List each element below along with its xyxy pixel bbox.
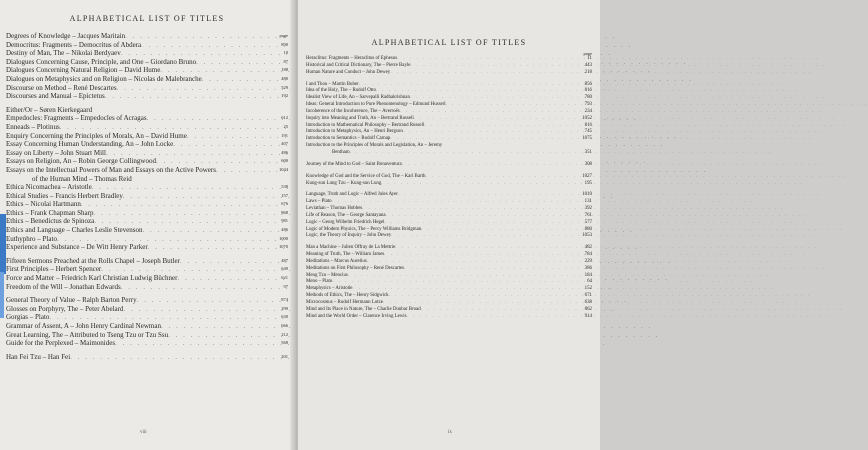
leader-dots xyxy=(121,283,274,292)
leader-dots xyxy=(216,166,274,175)
title-entry xyxy=(306,109,592,116)
leader-dots xyxy=(173,140,274,149)
title-entry xyxy=(306,63,592,70)
title-entry xyxy=(306,307,592,314)
left-page-heading: ALPHABETICAL LIST OF TITLES xyxy=(69,14,225,23)
left-page-number: viii xyxy=(140,430,147,435)
title-entry xyxy=(6,226,288,235)
title-entry xyxy=(306,192,592,199)
entry-page: 649 xyxy=(281,266,288,272)
leader-dots xyxy=(81,200,274,209)
leader-dots xyxy=(424,123,578,130)
title-entry xyxy=(6,132,288,141)
title-entry xyxy=(6,305,288,314)
title-entry xyxy=(306,88,592,95)
entry-title: Leviathan – Thomas Hobbes xyxy=(306,206,363,212)
entry-page: 229 xyxy=(584,258,592,264)
entry-title: Idealist View of Life, An – Sarvepalli Radhakrishnan xyxy=(306,95,410,101)
entry-page: 131 xyxy=(584,199,592,205)
title-entry xyxy=(306,199,592,206)
title-entry xyxy=(6,175,288,184)
entry-title: Democritus: Fragments – Democritus of Abdera xyxy=(6,40,142,49)
entry-page: 212 xyxy=(281,331,288,337)
entry-title: Heraclitus: Fragments – Heraclitus of Ephesus xyxy=(306,56,398,61)
entry-title: Logic – Georg Wilhelm Friedrich Hegel xyxy=(306,219,385,225)
leader-dots xyxy=(398,192,578,199)
entry-title: Ethics and Language – Charles Leslie Stevenson xyxy=(6,226,143,235)
entry-title: Introduction to Mathematical Philosophy – Bertrand Russell xyxy=(306,122,425,128)
leader-dots xyxy=(421,307,578,314)
entry-title: Either/Or – Søren Kierkegaard xyxy=(6,105,93,114)
title-entry xyxy=(306,143,592,150)
leader-dots xyxy=(402,162,578,169)
title-entry xyxy=(6,192,288,201)
title-entry xyxy=(6,149,288,158)
leader-dots xyxy=(123,305,274,314)
entry-page: 638 xyxy=(584,300,592,305)
entry-page: 868 xyxy=(281,209,288,215)
leader-dots xyxy=(106,149,274,158)
entry-title: Dialogues Concerning Natural Religion – David Hume xyxy=(6,66,161,75)
right-page xyxy=(298,0,600,450)
title-entry xyxy=(306,213,592,220)
leader-dots xyxy=(49,313,274,322)
entry-page: 386 xyxy=(584,265,592,271)
title-entry xyxy=(6,265,288,274)
entry-page: 745 xyxy=(584,129,592,135)
entry-title: Meaning of Truth, The – William James xyxy=(306,252,385,258)
entry-page: 1052 xyxy=(582,115,592,121)
leader-dots xyxy=(397,56,578,63)
entry-title: Empedocles: Fragments – Empedocles of Acragas xyxy=(6,114,147,123)
entry-page: 862 xyxy=(584,306,592,312)
leader-dots xyxy=(410,95,578,102)
entry-page: 97 xyxy=(283,283,288,289)
entry-page: 816 xyxy=(584,122,592,128)
entry-page: 234 xyxy=(584,108,592,114)
entry-page: 914 xyxy=(584,313,592,319)
entry-page: 157 xyxy=(281,192,288,198)
entry-title: Grammar of Assent, A – John Henry Cardinal Newman xyxy=(6,322,161,330)
entry-title: Introduction to Metaphysics, An – Henri Bergson xyxy=(306,129,403,135)
title-entry xyxy=(306,162,592,169)
right-title-list xyxy=(306,56,592,321)
leader-dots xyxy=(92,183,274,192)
leader-dots xyxy=(425,174,578,181)
entry-page: 577 xyxy=(584,219,592,225)
title-entry xyxy=(6,114,288,123)
entry-page: 480 xyxy=(281,75,288,81)
entry-title: Ethics – Nicolai Hartmann xyxy=(6,200,81,209)
leader-dots xyxy=(57,235,274,244)
entry-page: 612 xyxy=(281,115,288,121)
title-entry xyxy=(6,58,288,67)
entry-title: Meditations on First Philosophy – René Descartes xyxy=(306,265,405,271)
leader-dots xyxy=(187,132,274,141)
title-entry xyxy=(6,322,288,331)
leader-dots xyxy=(385,220,578,227)
entry-title: Force and Matter – Friedrich Karl Christian Ludwig Büchner xyxy=(6,274,178,283)
title-entry xyxy=(306,314,592,321)
entry-title: Glosses on Porphyry, The – Peter Abelard xyxy=(6,304,124,313)
entry-page: 1027 xyxy=(582,173,592,179)
leader-dots xyxy=(403,129,578,136)
leader-dots xyxy=(362,206,578,213)
entry-title: of the Human Mind – Thomas Reid xyxy=(32,174,132,183)
right-page-number: ix xyxy=(448,430,452,435)
title-entry xyxy=(306,82,592,89)
entry-page: 407 xyxy=(281,141,288,147)
title-entry xyxy=(306,266,592,273)
entry-title: Bentham xyxy=(332,149,350,155)
leader-dots xyxy=(395,245,578,252)
leader-dots xyxy=(404,266,578,273)
title-entry xyxy=(6,257,288,266)
title-entry xyxy=(6,92,288,101)
leader-dots xyxy=(381,181,578,188)
leader-dots xyxy=(386,213,578,220)
leader-dots xyxy=(352,286,578,293)
entry-page: 351 xyxy=(584,149,592,155)
entry-page: 666 xyxy=(281,323,288,328)
entry-page: 392 xyxy=(584,206,592,212)
entry-title: Han Fei Tzu – Han Fei xyxy=(6,352,71,361)
entry-title: Inquiry into Meaning and Truth, An – Bertrand Russell xyxy=(306,115,414,121)
entry-title: Dialogues on Metaphysics and on Religion – Nicolas de Malebranche xyxy=(6,74,202,83)
entry-page: 761 xyxy=(584,212,592,218)
leader-dots xyxy=(421,227,578,234)
title-entry xyxy=(306,56,592,63)
entry-title: Experience and Substance – De Witt Henry Parker xyxy=(6,243,148,252)
entry-title: Essays on the Intellectual Powers of Man and Essays on the Active Powers xyxy=(6,165,216,174)
entry-page: 487 xyxy=(281,257,288,263)
leader-dots xyxy=(384,252,578,259)
title-entry xyxy=(306,233,592,240)
entry-title: Ideas: General Introduction to Pure Phenomenology – Edmund Husserl xyxy=(306,102,446,108)
entry-page: 676 xyxy=(281,201,288,207)
entry-title: Historical and Critical Dictionary, The – Pierre Bayle xyxy=(306,62,411,68)
entry-page: 152 xyxy=(584,286,592,292)
entry-title: Essays on Religion, An – Robin George Collingwood xyxy=(6,157,156,166)
blue-page-tab-shadow xyxy=(0,272,4,318)
entry-page: 1010 xyxy=(582,192,592,198)
entry-page: 192 xyxy=(281,93,288,99)
leader-dots xyxy=(389,293,578,300)
title-entry xyxy=(306,70,592,77)
entry-title: Introduction to Semantics – Rudolf Carnap xyxy=(306,136,391,142)
entry-title: Ethics – Frank Chapman Sharp xyxy=(6,208,94,217)
leader-dots xyxy=(196,58,274,67)
right-page-heading: ALPHABETICAL LIST OF TITLES xyxy=(371,38,527,47)
entry-page: 890 xyxy=(281,41,288,47)
title-entry xyxy=(306,220,592,227)
title-entry xyxy=(306,95,592,102)
entry-title: Guide for the Perplexed – Maimonides xyxy=(6,339,116,348)
leader-dots xyxy=(60,123,274,132)
entry-page: 1075 xyxy=(582,136,592,142)
title-entry xyxy=(6,331,288,340)
entry-title: Metaphysics – Aristotle xyxy=(306,286,353,292)
leader-dots xyxy=(123,192,274,201)
entry-title: Great Learning, The – Attributed to Tseng Tzu or Tzu Ssu xyxy=(6,330,169,339)
entry-page: 195 xyxy=(584,180,592,186)
entry-title: Meng Tzu – Mencius xyxy=(306,272,348,278)
entry-page: 856 xyxy=(584,81,592,87)
entry-title: Laws – Plato xyxy=(306,199,332,205)
entry-title: Fifteen Sermons Preached at the Rolls Chapel – Joseph Butler xyxy=(6,256,180,265)
leader-dots xyxy=(400,109,578,116)
entry-title: Man a Machine – Julien Offray de La Mettrie xyxy=(306,245,396,251)
leader-dots xyxy=(410,63,578,70)
entry-page: 191 xyxy=(281,132,288,138)
entry-title: Freedom of the Will – Jonathan Edwards xyxy=(6,282,121,291)
entry-title: Human Nature and Conduct – John Dewey xyxy=(306,69,391,75)
entry-page: 630 xyxy=(281,314,288,320)
title-entry xyxy=(6,200,288,209)
entry-page: 816 xyxy=(584,88,592,94)
leader-dots xyxy=(359,82,578,89)
title-entry xyxy=(306,279,592,286)
leader-dots xyxy=(160,66,274,75)
leader-dots xyxy=(350,150,578,157)
leader-dots xyxy=(446,102,578,109)
title-entry xyxy=(6,166,288,175)
entry-page: 443 xyxy=(584,62,592,68)
title-entry xyxy=(306,150,592,157)
title-entry xyxy=(306,273,592,280)
leader-dots xyxy=(391,233,578,240)
title-entry xyxy=(306,259,592,266)
leader-dots xyxy=(407,314,578,321)
entry-title: Degrees of Knowledge – Jacques Maritain xyxy=(6,32,126,40)
entry-page: 568 xyxy=(281,340,288,346)
entry-page: 482 xyxy=(584,245,592,251)
left-page xyxy=(0,0,296,450)
entry-page: 600 xyxy=(281,158,288,164)
entry-title: Meditations – Marcus Aurelius xyxy=(306,258,367,264)
entry-title: Mind and Its Place in Nature, The – Charlie Dunbar Broad xyxy=(306,306,421,312)
entry-title: Meno – Plato xyxy=(306,279,333,285)
leader-dots xyxy=(332,279,578,286)
entry-page: 201 xyxy=(281,353,288,359)
title-entry xyxy=(306,181,592,188)
leader-dots xyxy=(202,75,274,84)
entry-title: Introduction to the Principles of Morals and Legislation, An – Jeremy xyxy=(306,143,443,149)
entry-title: I and Thou – Martin Buber xyxy=(306,81,359,87)
leader-dots xyxy=(177,274,274,283)
title-entry xyxy=(306,286,592,293)
entry-page: 1070 xyxy=(279,244,288,250)
entry-page: 184 xyxy=(584,272,592,278)
title-entry xyxy=(6,140,288,149)
title-entry xyxy=(6,32,288,41)
entry-page: 529 xyxy=(281,84,288,90)
entry-page: 25 xyxy=(283,123,288,129)
leader-dots xyxy=(390,70,578,77)
entry-page: 486 xyxy=(281,149,288,155)
title-entry xyxy=(306,300,592,307)
entry-title: Discourse on Method – René Descartes xyxy=(6,83,117,92)
leader-dots xyxy=(390,136,578,143)
title-entry xyxy=(306,136,592,143)
entry-title: General Theory of Value – Ralph Barton Perry xyxy=(6,296,137,305)
entry-title: Incoherence of the Incoherence, The – Averroës xyxy=(306,108,400,114)
title-entry xyxy=(6,296,288,305)
entry-title: Mind and the World Order – Clarence Irving Lewis xyxy=(306,313,407,319)
leader-dots xyxy=(376,88,578,95)
title-entry xyxy=(306,116,592,123)
title-entry xyxy=(306,102,592,109)
entry-page: 538 xyxy=(281,184,288,190)
entry-page: 188 xyxy=(281,67,288,73)
entry-page: 793 xyxy=(584,102,592,108)
leader-dots xyxy=(168,331,274,340)
title-entry xyxy=(306,206,592,213)
leader-dots xyxy=(414,116,578,123)
leader-dots xyxy=(332,199,578,206)
entry-title: Language, Truth and Logic – Alfred Jules Ayer xyxy=(306,192,398,198)
entry-title: Kung-sun Lung Tzu – Kung-sun Lung xyxy=(306,180,382,186)
title-entry xyxy=(6,75,288,84)
title-entry xyxy=(306,245,592,252)
entry-page: 880 xyxy=(584,226,592,232)
title-entry xyxy=(6,49,288,58)
title-entry xyxy=(6,183,288,192)
title-entry xyxy=(6,209,288,218)
entry-page: 10 xyxy=(283,50,288,56)
leader-dots xyxy=(141,41,274,50)
title-entry xyxy=(6,217,288,226)
entry-title: Ethica Nicomachea – Aristotle xyxy=(6,183,92,192)
entry-page: 11 xyxy=(587,56,592,61)
title-entry xyxy=(306,174,592,181)
entry-title: First Principles – Herbert Spencer xyxy=(6,265,102,274)
entry-page: 87 xyxy=(283,58,288,64)
title-entry xyxy=(6,106,288,115)
entry-title: Journey of the Mind to God – Saint Bonaventura xyxy=(306,161,402,167)
blue-page-tab xyxy=(0,214,6,274)
entry-page: 784 xyxy=(584,252,592,258)
entry-page: 621 xyxy=(281,275,288,281)
entry-title: Essay Concerning Human Understanding, An – John Locke xyxy=(6,140,174,149)
entry-page: 874 xyxy=(281,297,288,303)
leader-dots xyxy=(137,296,274,305)
leader-dots xyxy=(115,339,274,348)
leader-dots xyxy=(156,157,274,166)
entry-title: Idea of the Holy, The – Rudolf Otto xyxy=(306,88,376,94)
leader-dots xyxy=(161,322,274,331)
entry-page: 1044 xyxy=(279,166,288,172)
leader-dots xyxy=(348,273,578,280)
entry-title: Knowledge of God and the Service of God, The – Karl Barth xyxy=(306,173,426,179)
entry-page: 218 xyxy=(584,69,592,75)
entry-page: 780 xyxy=(584,95,592,101)
title-entry xyxy=(6,274,288,283)
title-entry xyxy=(6,243,288,252)
entry-page: 64 xyxy=(587,279,592,285)
title-entry xyxy=(306,293,592,300)
page-column-label: page xyxy=(583,51,592,56)
leader-dots xyxy=(125,32,274,41)
entry-title: Logic, the Theory of Inquiry – John Dewey xyxy=(306,233,392,239)
title-entry xyxy=(306,129,592,136)
leader-dots xyxy=(148,243,274,252)
title-entry xyxy=(6,235,288,244)
leader-dots xyxy=(70,353,274,362)
entry-title: Dialogues Concerning Cause, Principle, and One – Giordano Bruno xyxy=(6,57,197,66)
entry-title: Discourses and Manual – Epictetus xyxy=(6,92,105,101)
title-entry xyxy=(306,227,592,234)
entry-page: 981 xyxy=(281,218,288,224)
leader-dots xyxy=(101,265,274,274)
entry-title: Ethics – Benedictus de Spinoza xyxy=(6,217,95,226)
leader-dots xyxy=(383,300,578,307)
entry-page: 1053 xyxy=(582,233,592,239)
title-entry xyxy=(306,252,592,259)
entry-page: 671 xyxy=(584,293,592,299)
leader-dots xyxy=(142,226,274,235)
title-entry xyxy=(6,313,288,322)
entry-page: 1000 xyxy=(279,235,288,241)
entry-title: Destiny of Man, The – Nikolai Berdyaev xyxy=(6,49,121,58)
entry-page: page xyxy=(279,33,288,38)
left-title-list xyxy=(6,32,288,361)
entry-page: 486 xyxy=(281,227,288,233)
title-entry xyxy=(6,84,288,93)
entry-title: Gorgias – Plato xyxy=(6,313,50,322)
entry-title: Life of Reason, The – George Santayana xyxy=(306,212,386,218)
leader-dots xyxy=(147,114,274,123)
title-entry xyxy=(6,157,288,166)
title-entry xyxy=(6,41,288,50)
title-entry xyxy=(6,339,288,348)
leader-dots xyxy=(367,259,578,266)
entry-title: Enquiry Concerning the Principles of Morals, An – David Hume xyxy=(6,131,187,140)
entry-page: 308 xyxy=(584,161,592,167)
entry-title: Ethical Studies – Francis Herbert Bradley xyxy=(6,191,123,200)
title-entry xyxy=(306,123,592,130)
title-entry xyxy=(6,283,288,292)
leader-dots xyxy=(180,257,274,266)
leader-dots xyxy=(94,209,275,218)
entry-title: Essay on Liberty – John Stuart Mill xyxy=(6,148,106,157)
entry-page: 299 xyxy=(281,305,288,311)
leader-dots xyxy=(121,49,274,58)
leader-dots xyxy=(94,217,274,226)
leader-dots xyxy=(105,92,274,101)
title-entry xyxy=(6,123,288,132)
entry-title: Euthyphro – Plato xyxy=(6,234,57,243)
entry-title: Microcosmus – Rudolf Hermann Lotze xyxy=(306,300,383,305)
title-entry xyxy=(6,66,288,75)
entry-title: Methods of Ethics, The – Henry Sidgwick xyxy=(306,293,389,299)
title-entry xyxy=(6,353,288,362)
entry-title: Enneads – Plotinus xyxy=(6,122,60,131)
leader-dots xyxy=(117,84,274,93)
entry-title: Logic of Modern Physics, The – Percy Williams Bridgman xyxy=(306,226,422,232)
